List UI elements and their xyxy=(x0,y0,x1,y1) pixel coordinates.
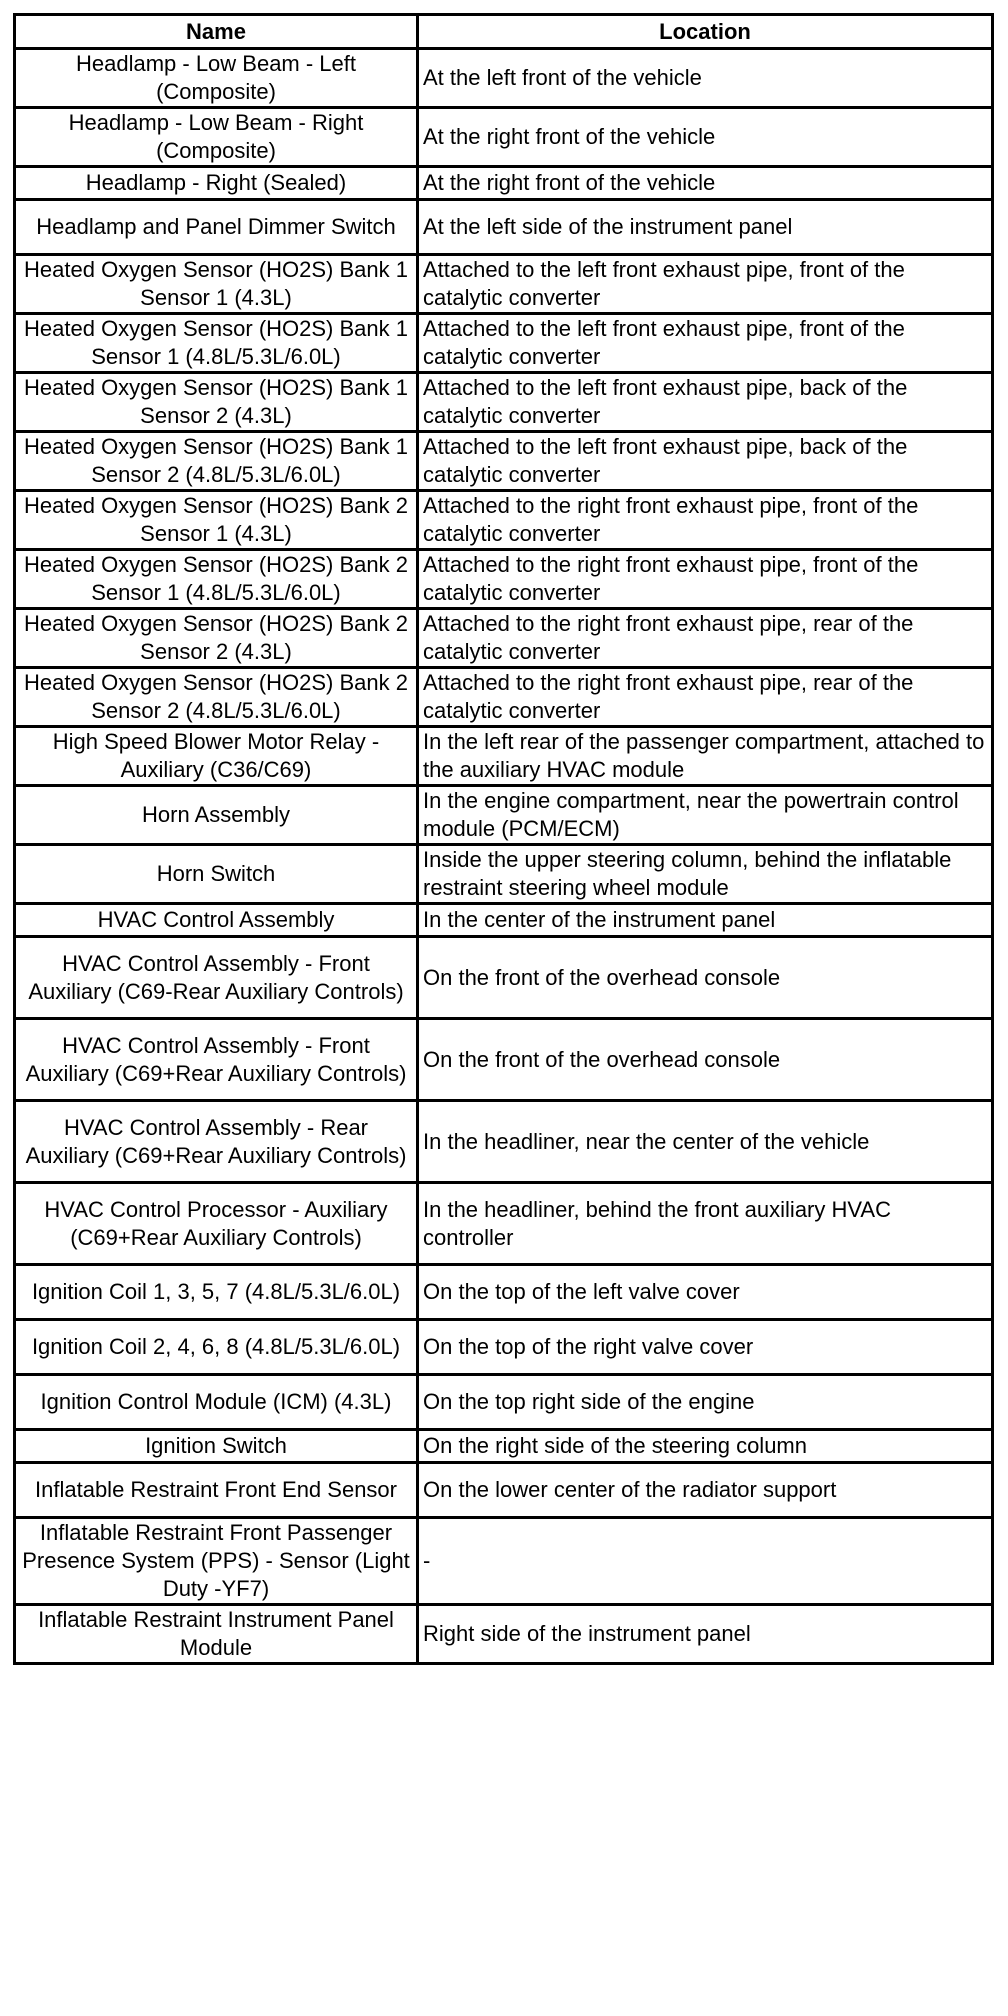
component-location-table xyxy=(13,13,994,1665)
cell-location: On the right side of the steering column xyxy=(419,1431,991,1461)
cell-name: Heated Oxygen Sensor (HO2S) Bank 2 Sensor 1 (4.3L) xyxy=(16,492,416,548)
cell-name: Inflatable Restraint Front Passenger Presence System (PPS) - Sensor (Light Duty -YF7) xyxy=(16,1519,416,1603)
table-row xyxy=(16,492,991,548)
cell-location: Attached to the right front exhaust pipe, front of the catalytic converter xyxy=(419,492,991,548)
table-row xyxy=(16,433,991,489)
cell-location: At the left front of the vehicle xyxy=(419,50,991,106)
cell-location: On the front of the overhead console xyxy=(419,1020,991,1099)
table-row xyxy=(16,1519,991,1603)
column-header-name: Name xyxy=(16,16,416,47)
cell-name: Headlamp - Low Beam - Right (Composite) xyxy=(16,109,416,165)
cell-location: Attached to the right front exhaust pipe, rear of the catalytic converter xyxy=(419,669,991,725)
cell-location: On the top right side of the engine xyxy=(419,1376,991,1428)
cell-name: HVAC Control Assembly - Front Auxiliary (C69+Rear Auxiliary Controls) xyxy=(16,1020,416,1099)
cell-location: Right side of the instrument panel xyxy=(419,1606,991,1662)
table-row xyxy=(16,1376,991,1428)
cell-location: Inside the upper steering column, behind the inflatable restraint steering wheel module xyxy=(419,846,991,902)
cell-name: Heated Oxygen Sensor (HO2S) Bank 2 Sensor 1 (4.8L/5.3L/6.0L) xyxy=(16,551,416,607)
cell-name: Heated Oxygen Sensor (HO2S) Bank 1 Sensor 2 (4.3L) xyxy=(16,374,416,430)
table-row xyxy=(16,1266,991,1318)
table-row xyxy=(16,610,991,666)
cell-name: Heated Oxygen Sensor (HO2S) Bank 2 Sensor 2 (4.8L/5.3L/6.0L) xyxy=(16,669,416,725)
cell-name: Ignition Control Module (ICM) (4.3L) xyxy=(16,1376,416,1428)
table-row xyxy=(16,1431,991,1461)
cell-location: In the center of the instrument panel xyxy=(419,905,991,935)
cell-name: Horn Switch xyxy=(16,846,416,902)
cell-name: HVAC Control Assembly - Front Auxiliary (C69-Rear Auxiliary Controls) xyxy=(16,938,416,1017)
cell-name: Heated Oxygen Sensor (HO2S) Bank 1 Sensor 1 (4.8L/5.3L/6.0L) xyxy=(16,315,416,371)
table-row xyxy=(16,1020,991,1099)
cell-location: At the left side of the instrument panel xyxy=(419,201,991,253)
cell-location: Attached to the left front exhaust pipe, front of the catalytic converter xyxy=(419,256,991,312)
cell-name: Inflatable Restraint Instrument Panel Module xyxy=(16,1606,416,1662)
table-row xyxy=(16,1464,991,1516)
table-row xyxy=(16,109,991,165)
cell-location: At the right front of the vehicle xyxy=(419,168,991,198)
table-row xyxy=(16,728,991,784)
cell-name: Inflatable Restraint Front End Sensor xyxy=(16,1464,416,1516)
cell-name: Headlamp and Panel Dimmer Switch xyxy=(16,201,416,253)
cell-location: Attached to the right front exhaust pipe, rear of the catalytic converter xyxy=(419,610,991,666)
column-header-location: Location xyxy=(419,16,991,47)
cell-location: On the top of the left valve cover xyxy=(419,1266,991,1318)
cell-name: HVAC Control Processor - Auxiliary (C69+Rear Auxiliary Controls) xyxy=(16,1184,416,1263)
table-row xyxy=(16,1102,991,1181)
cell-name: Heated Oxygen Sensor (HO2S) Bank 1 Sensor 2 (4.8L/5.3L/6.0L) xyxy=(16,433,416,489)
cell-location: On the lower center of the radiator support xyxy=(419,1464,991,1516)
table-header-row xyxy=(16,16,991,47)
cell-name: Headlamp - Low Beam - Left (Composite) xyxy=(16,50,416,106)
cell-name: HVAC Control Assembly - Rear Auxiliary (C69+Rear Auxiliary Controls) xyxy=(16,1102,416,1181)
table-row xyxy=(16,938,991,1017)
cell-location: Attached to the right front exhaust pipe, front of the catalytic converter xyxy=(419,551,991,607)
table-row xyxy=(16,1321,991,1373)
cell-location: Attached to the left front exhaust pipe, front of the catalytic converter xyxy=(419,315,991,371)
table-row xyxy=(16,374,991,430)
table-row xyxy=(16,669,991,725)
table-row xyxy=(16,256,991,312)
cell-name: Heated Oxygen Sensor (HO2S) Bank 1 Sensor 1 (4.3L) xyxy=(16,256,416,312)
cell-location: In the headliner, behind the front auxiliary HVAC controller xyxy=(419,1184,991,1263)
cell-name: HVAC Control Assembly xyxy=(16,905,416,935)
cell-name: Headlamp - Right (Sealed) xyxy=(16,168,416,198)
table-row xyxy=(16,846,991,902)
cell-name: High Speed Blower Motor Relay - Auxiliary (C36/C69) xyxy=(16,728,416,784)
cell-location: On the front of the overhead console xyxy=(419,938,991,1017)
cell-name: Ignition Switch xyxy=(16,1431,416,1461)
table-row xyxy=(16,1606,991,1662)
cell-location: In the left rear of the passenger compartment, attached to the auxiliary HVAC module xyxy=(419,728,991,784)
table-row xyxy=(16,551,991,607)
cell-location: Attached to the left front exhaust pipe, back of the catalytic converter xyxy=(419,374,991,430)
table-row xyxy=(16,50,991,106)
cell-name: Ignition Coil 2, 4, 6, 8 (4.8L/5.3L/6.0L) xyxy=(16,1321,416,1373)
table-row xyxy=(16,168,991,198)
cell-location: Attached to the left front exhaust pipe, back of the catalytic converter xyxy=(419,433,991,489)
cell-location: At the right front of the vehicle xyxy=(419,109,991,165)
cell-location: On the top of the right valve cover xyxy=(419,1321,991,1373)
cell-name: Horn Assembly xyxy=(16,787,416,843)
cell-name: Heated Oxygen Sensor (HO2S) Bank 2 Sensor 2 (4.3L) xyxy=(16,610,416,666)
table-row xyxy=(16,201,991,253)
table-row xyxy=(16,905,991,935)
table-row xyxy=(16,1184,991,1263)
table-row xyxy=(16,315,991,371)
table-row xyxy=(16,787,991,843)
cell-name: Ignition Coil 1, 3, 5, 7 (4.8L/5.3L/6.0L) xyxy=(16,1266,416,1318)
cell-location: - xyxy=(419,1519,991,1603)
cell-location: In the headliner, near the center of the vehicle xyxy=(419,1102,991,1181)
cell-location: In the engine compartment, near the powertrain control module (PCM/ECM) xyxy=(419,787,991,843)
